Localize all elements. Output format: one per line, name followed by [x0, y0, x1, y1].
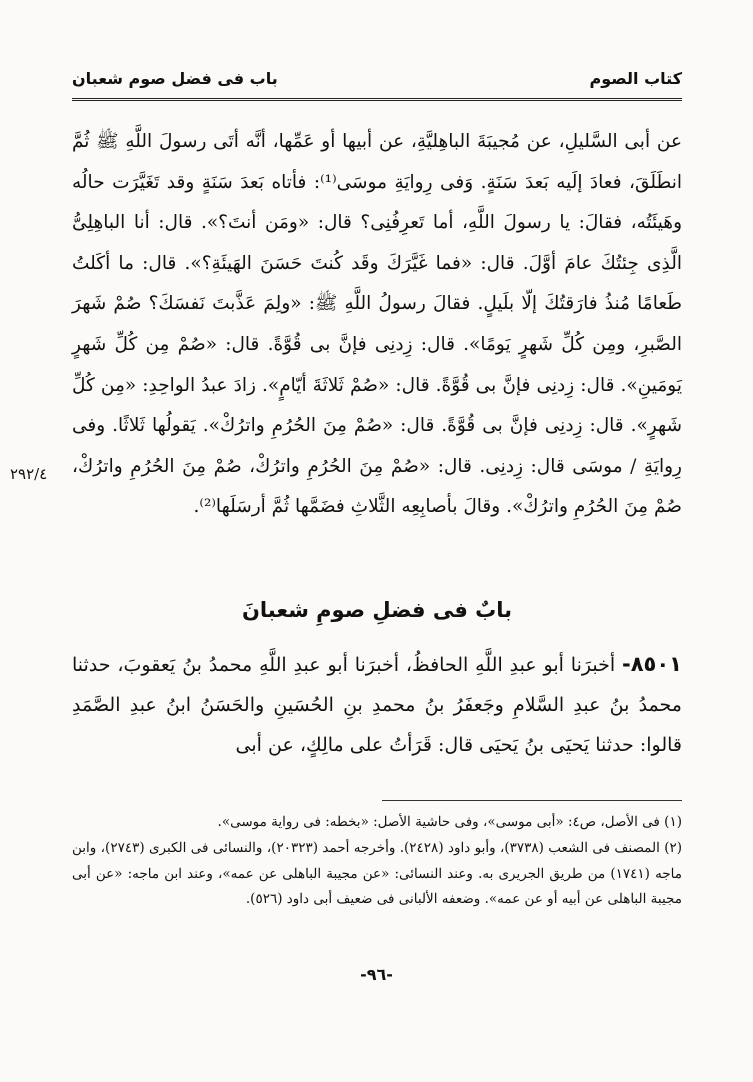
- chapter-title: باب فى فضل صوم شعبان: [72, 68, 278, 88]
- header-rule: [72, 98, 682, 101]
- book-title: كتاب الصوم: [589, 68, 682, 88]
- hadith-text: أخبرَنا أبو عبدِ اللَّهِ الحافظُ، أخبرَنا أبو عبدِ اللَّهِ محمدُ بنُ يَعقوبَ، حدثنا محمدُ بنُ عبدِ السَّلامِ وجَعفَرُ بنُ محمدِ بنِ الحُسَينِ والحَسَنُ ابنُ عبدِ الصَّمَدِ قالوا: حدثنا يَحيَى بنُ يَحيَى قال: قَرَأتُ على مالِكٍ، عن أبى: [72, 654, 682, 756]
- page-number: -٩٦-: [360, 965, 393, 984]
- hadith-number: ٨٥٠١-: [622, 652, 682, 676]
- narration-paragraph: عن أبى السَّليلِ، عن مُجيبَةَ الباهِليَّةِ، عن أبيها أو عَمِّها، أنَّه أتَى رسولَ اللَّهِ ﷺ ثُمَّ انطَلَقَ، فعادَ إلَيه بَعدَ سَنَةٍ. وَفى رِوايَةِ موسَى⁽¹⁾: فأتاه بَعدَ سَنَةٍ وقد تَغَيَّرَت حالُه وهَيئَتُه، فقالَ: يا رسولَ اللَّهِ، أما تَعرِفُنِى؟ قال: «ومَن أنتَ؟». قال: أنا الباهِلِىُّ الَّذِى جِئتُكَ عامَ أوَّلَ. قال: «فما غَيَّرَكَ وقَد كُنتَ حَسَنَ الهَيئَةِ؟». قال: ما أكَلتُ طَعامًا مُنذُ فارَقتُكَ إلّا بلَيلٍ. فقالَ رسولُ اللَّهِ ﷺ: «ولِمَ عَذَّبتَ نَفسَكَ؟ صُمْ شَهرَ الصَّبرِ، ومِن كُلِّ شَهرٍ يَومًا». قال: زِدنِى فإنَّ بى قُوَّةً. قال: «صُمْ مِن كُلِّ شَهرٍ يَومَينِ». قال: زِدنِى فإنَّ بى قُوَّةً. قال: «صُمْ ثَلاثَةَ أيّامٍ». زادَ عبدُ الواحِدِ: «مِن كُلِّ شَهرٍ». قال: زِدنِى فإنَّ بى قُوَّةً. قال: «صُمْ مِنَ الحُرُمِ واترُكْ». يَقولُها ثَلاثًا. وفى رِوايَةِ / موسَى قال: زِدنِى. قال: «صُمْ مِنَ الحُرُمِ واترُكْ، صُمْ مِنَ الحُرُمِ واترُكْ، صُمْ مِنَ الحُرُمِ واترُكْ». وقالَ بأصابِعِه الثَّلاثِ فضَمَّها ثُمَّ أرسَلَها⁽²⁾.: [72, 131, 683, 518]
- footnote-1: (١) فى الأصل، ص٤: «أبى موسى»، وفى حاشية الأصل: «بخطه: فى رواية موسى».: [217, 814, 682, 830]
- footnote-2: (٢) المصنف فى الشعب (٣٧٣٨)، وأبو داود (٢٤٢٨). وأخرجه أحمد (٢٠٣٢٣)، والنسائى فى الكبرى (٢٧٤٣)، وابن ماجه (١٧٤١) من طريق الجريرى به. وعند النسائى: «عن مجيبة الباهلى عن عمه»، وعند ابن ماجه: «عن أبى مجيبة الباهلى عن أبيه أو عن عمه». وضعفه الألبانى فى ضعيف أبى داود (٥٢٦).: [72, 839, 683, 908]
- main-text: [72, 122, 682, 528]
- margin-page-reference: ٢٩٢/٤: [10, 465, 48, 483]
- footnote-rule: [382, 800, 682, 801]
- running-header: [72, 64, 682, 92]
- hadith-block: [72, 644, 682, 765]
- section-title: بابٌ فى فضلِ صومِ شعبانَ: [241, 598, 513, 622]
- footnotes: [72, 810, 682, 913]
